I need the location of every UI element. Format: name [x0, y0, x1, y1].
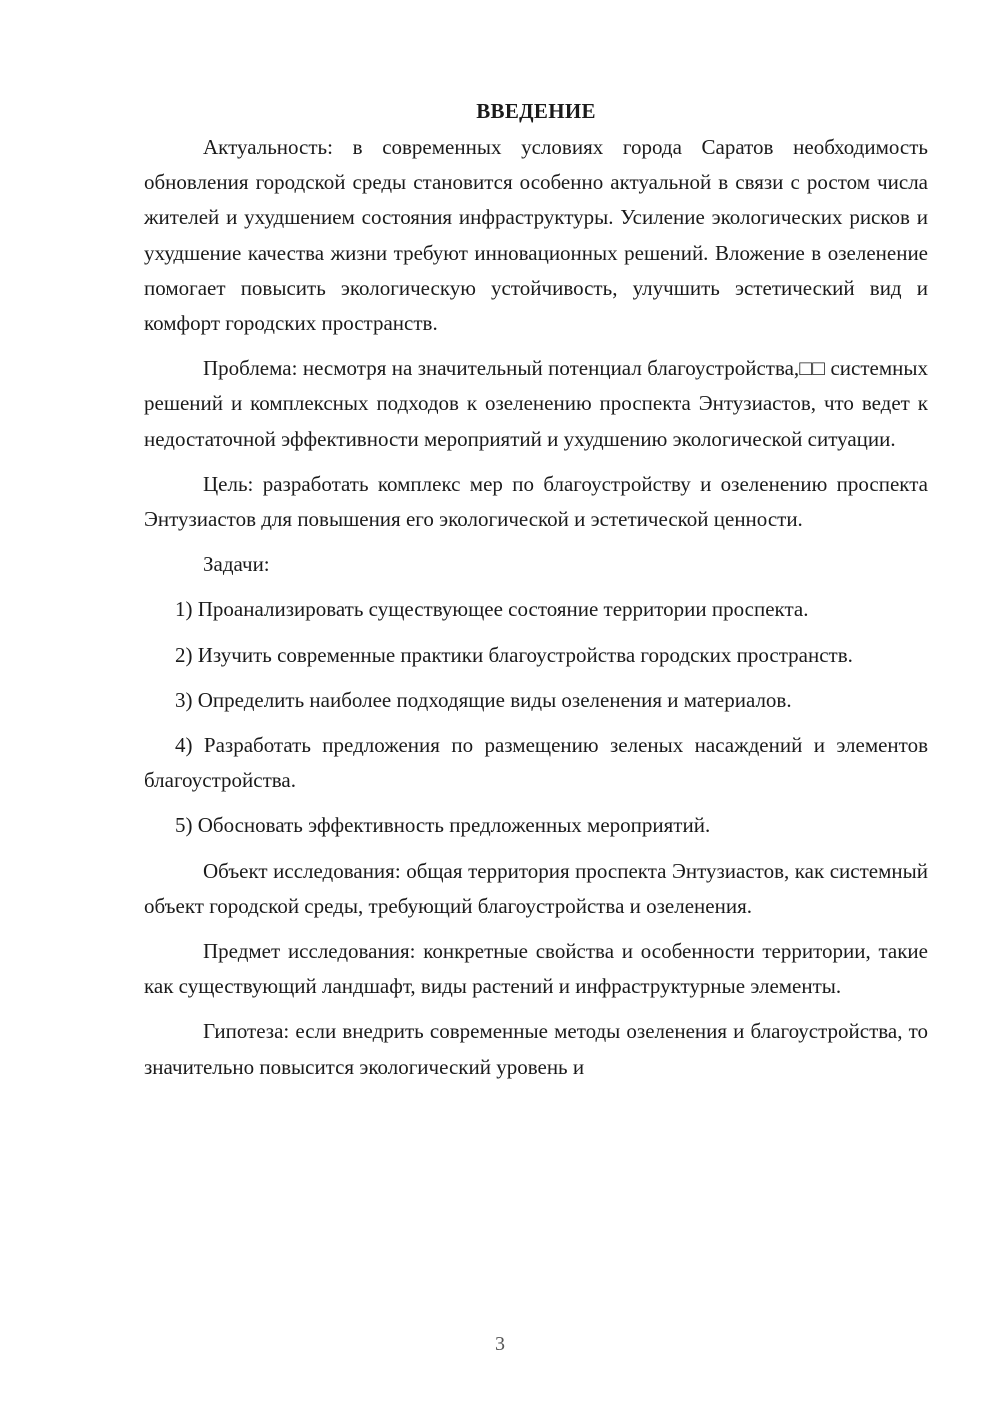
section-title: ВВЕДЕНИЕ — [476, 99, 596, 123]
hypothesis-paragraph: Гипотеза: если внедрить современные методы озеленения и благоустройства, то значительно повысится экологический уровень и — [144, 1019, 928, 1079]
problem-paragraph: Проблема: несмотря на значительный потенциал благоустройства,□□ системных решений и комплексных подходов к озеленению проспекта Энтузиастов, что ведет к недостаточной эффективности мероприятий и ухудшению экологической ситуации. — [144, 356, 928, 451]
task-item-1: 1) Проанализировать существующее состояние территории проспекта. — [175, 597, 809, 622]
page-number: 3 — [495, 1333, 505, 1355]
object-paragraph: Объект исследования: общая территория проспекта Энтузиастов, как системный объект городской среды, требующий благоустройства и озеленения. — [144, 858, 928, 918]
tasks-heading: Задачи: — [203, 552, 270, 577]
task-item-5: 5) Обосновать эффективность предложенных мероприятий. — [175, 813, 711, 838]
document-page — [144, 96, 928, 1095]
task-item-3: 3) Определить наиболее подходящие виды озеленения и материалов. — [175, 687, 792, 712]
task-item-2: 2) Изучить современные практики благоустройства городских пространств. — [175, 642, 853, 667]
task-item-4: 4) Разработать предложения по размещению зеленых насаждений и элементов благоустройства. — [144, 733, 928, 793]
relevance-paragraph: Актуальность: в современных условиях города Саратов необходимость обновления городской среды становится особенно актуальной в связи с ростом числа жителей и ухудшением состояния инфраструктуры. Усиление экологических рисков и ухудшение качества жизни требуют инновационных решений. Вложение в озеленение помогает повысить экологическую устойчивость, улучшить эстетический вид и комфорт городских пространств. — [144, 135, 928, 336]
subject-paragraph: Предмет исследования: конкретные свойства и особенности территории, такие как существующий ландшафт, виды растений и инфраструктурные элементы. — [144, 939, 928, 999]
goal-paragraph: Цель: разработать комплекс мер по благоустройству и озеленению проспекта Энтузиастов для повышения его экологической и эстетической ценности. — [144, 471, 928, 532]
